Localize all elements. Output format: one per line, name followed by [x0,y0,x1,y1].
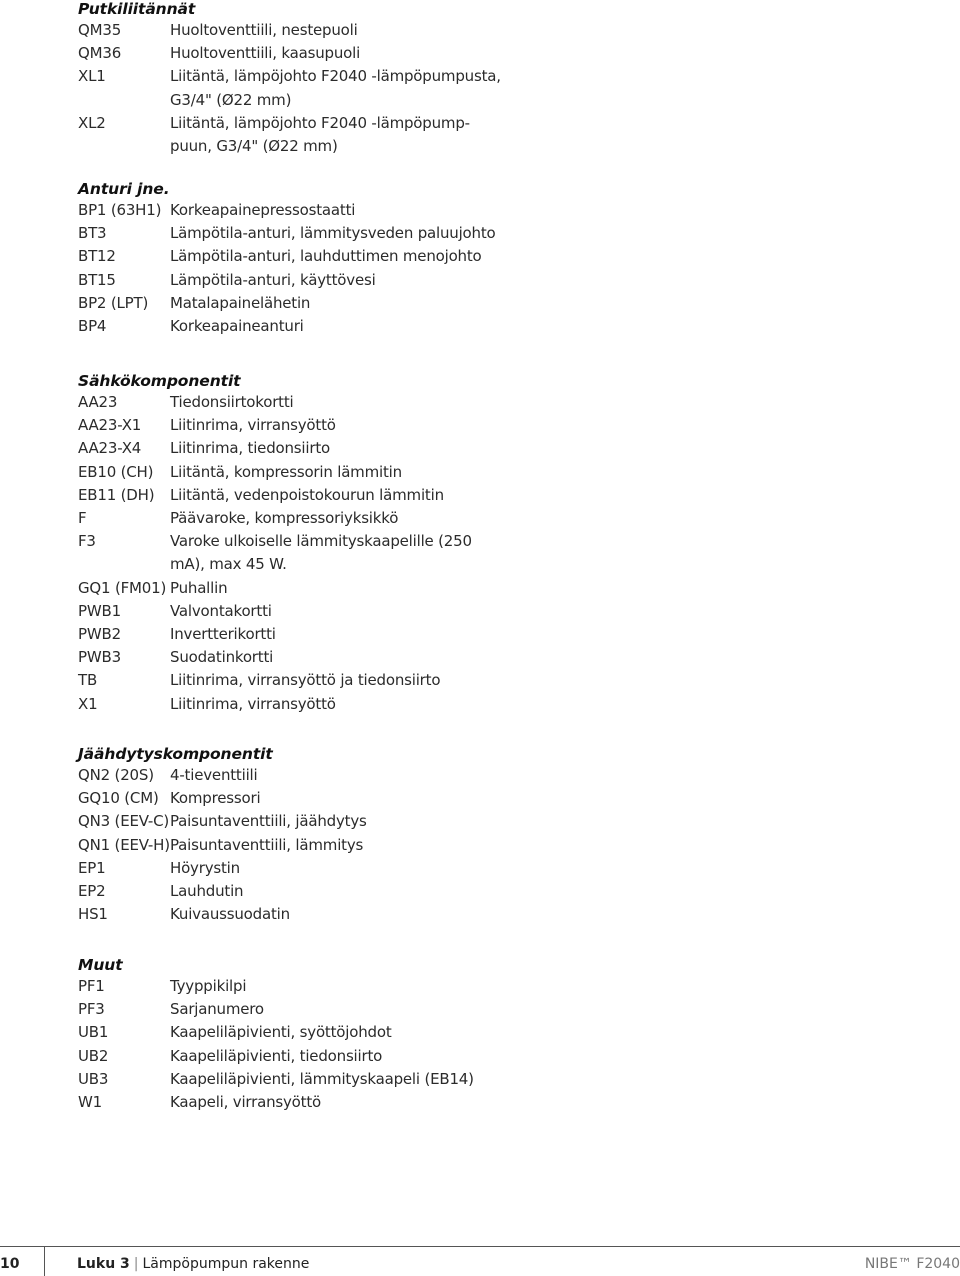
item-description: Tiedonsiirtokortti [170,393,294,411]
list-item [78,112,510,158]
list-item [78,975,474,998]
item-code: AA23-X1 [78,416,142,435]
item-description: Liitäntä, vedenpoistokourun lämmitin [170,485,444,504]
item-code: XL2 [78,113,106,132]
list-item [78,623,480,646]
list-item [78,577,480,600]
list-item [78,857,367,880]
item-description: Liitäntä, lämpöjohto F2040 -lämpöpump-puun, G3/4" (Ø22 mm) [170,113,470,156]
item-code: X1 [78,694,98,713]
item-code: QN1 (EEV-H) [78,835,170,854]
list-item [78,315,496,338]
list-item [78,1045,474,1068]
list-item [78,199,496,222]
list-item [78,530,480,576]
list-item [78,1091,474,1114]
chapter-separator: | [133,1256,139,1272]
item-description: Sarjanumero [170,1000,264,1019]
item-code: BP1 (63H1) [78,201,162,219]
item-description: Paisuntaventtiili, lämmitys [170,835,364,854]
item-code: QN3 (EEV-C) [78,812,170,831]
item-description: Korkeapaineanturi [170,317,304,336]
list-item [78,484,480,507]
item-code: EP1 [78,858,106,877]
item-code: BP2 (LPT) [78,293,149,312]
list-item [78,669,480,692]
item-description: Lämpötila-anturi, lauhduttimen menojohto [170,247,482,266]
list-item [78,764,367,787]
item-description: 4-tieventtiili [170,766,258,784]
list-item [78,19,510,42]
list-item [78,507,480,530]
item-code: GQ10 (CM) [78,789,159,808]
page-footer [0,1246,960,1276]
list-item [78,693,480,716]
item-description: Invertterikortti [170,625,276,644]
item-description: Liitinrima, virransyöttö [170,694,336,713]
item-description: Lämpötila-anturi, lämmitysveden paluujohto [170,224,496,243]
section-heading: Anturi jne. [78,180,170,198]
item-description: Liitinrima, virransyöttö ja tiedonsiirto [170,671,441,690]
list-item [78,600,480,623]
item-description: Valvontakortti [170,601,272,620]
section-heading: Jäähdytyskomponentit [78,745,273,763]
item-description: Korkeapainepressostaatti [170,201,356,219]
item-description: Kompressori [170,789,261,808]
item-description: Kaapeliläpivienti, syöttöjohdot [170,1023,392,1042]
item-code: AA23 [78,393,118,411]
brand-label: NIBE™ F2040 [864,1256,960,1272]
item-description: Lämpötila-anturi, käyttövesi [170,270,376,289]
section-other [78,956,474,1114]
chapter-number: Luku 3 [77,1256,130,1272]
item-code: PWB2 [78,625,121,644]
item-code: EP2 [78,882,106,901]
item-code: F [78,509,87,528]
item-description: Kaapeliläpivienti, lämmityskaapeli (EB14) [170,1069,474,1088]
item-code: EB11 (DH) [78,485,155,504]
chapter-label [77,1256,309,1272]
list-item [78,292,496,315]
item-code: PF3 [78,1000,105,1019]
item-code: UB1 [78,1023,109,1042]
item-code: AA23-X4 [78,439,142,458]
item-code: BT15 [78,270,116,289]
item-code: PWB1 [78,601,121,620]
item-description: Liitäntä, kompressorin lämmitin [170,462,402,481]
list-item [78,222,496,245]
section-sensors [78,180,496,338]
list-item [78,834,367,857]
list-item [78,903,367,926]
list-item [78,1021,474,1044]
item-description: Kaapeliläpivienti, tiedonsiirto [170,1046,383,1065]
item-code: UB2 [78,1046,109,1065]
list-item [78,787,367,810]
item-description: Varoke ulkoiselle lämmityskaapelille (250 mA), max 45 W. [170,532,472,574]
list-item [78,1068,474,1091]
item-code: F3 [78,532,96,551]
item-description: Matalapainelähetin [170,293,311,312]
item-code: BT12 [78,247,116,266]
list-item [78,998,474,1021]
item-code: W1 [78,1093,102,1112]
item-description: Huoltoventtiili, nestepuoli [170,21,358,39]
item-description: Päävaroke, kompressoriyksikkö [170,509,399,528]
list-item [78,391,480,414]
item-description: Höyrystin [170,858,240,877]
item-code: TB [78,671,98,690]
item-code: UB3 [78,1069,109,1088]
item-code: HS1 [78,905,108,924]
list-item [78,42,510,65]
item-code: QM36 [78,44,122,63]
page-number: 10 [0,1256,20,1272]
list-item [78,65,510,111]
item-code: PWB3 [78,648,121,667]
list-item [78,880,367,903]
item-code: BP4 [78,317,107,336]
item-code: EB10 (CH) [78,462,154,481]
list-item [78,269,496,292]
item-description: Paisuntaventtiili, jäähdytys [170,812,367,831]
item-description: Puhallin [170,578,228,597]
item-description: Liitinrima, tiedonsiirto [170,439,330,458]
item-description: Lauhdutin [170,882,244,901]
list-item [78,414,480,437]
list-item [78,437,480,460]
item-description: Liitäntä, lämpöjohto F2040 -lämpöpumpusta, G3/4" (Ø22 mm) [170,67,501,109]
item-code: BT3 [78,224,107,243]
list-item [78,461,480,484]
section-heading: Muut [78,956,123,974]
item-description: Suodatinkortti [170,648,274,667]
footer-divider [0,1246,960,1247]
item-description: Tyyppikilpi [170,977,247,995]
list-item [78,810,367,833]
item-code: XL1 [78,67,106,86]
item-description: Liitinrima, virransyöttö [170,416,336,435]
section-heading: Sähkökomponentit [78,372,241,390]
section-electrical-components [78,372,480,716]
section-heading: Putkiliitännät [78,0,196,18]
footer-vertical-divider [44,1246,45,1276]
item-description: Huoltoventtiili, kaasupuoli [170,44,361,63]
item-code: QM35 [78,21,122,39]
section-refrigeration-components [78,745,367,926]
section-pipe-connections [78,0,510,158]
list-item [78,245,496,268]
item-code: QN2 (20S) [78,766,154,784]
list-item [78,646,480,669]
item-description: Kaapeli, virransyöttö [170,1093,322,1112]
item-code: PF1 [78,977,105,995]
item-code: GQ1 (FM01) [78,578,167,597]
item-description: Kuivaussuodatin [170,905,290,924]
chapter-title: Lämpöpumpun rakenne [142,1256,310,1272]
